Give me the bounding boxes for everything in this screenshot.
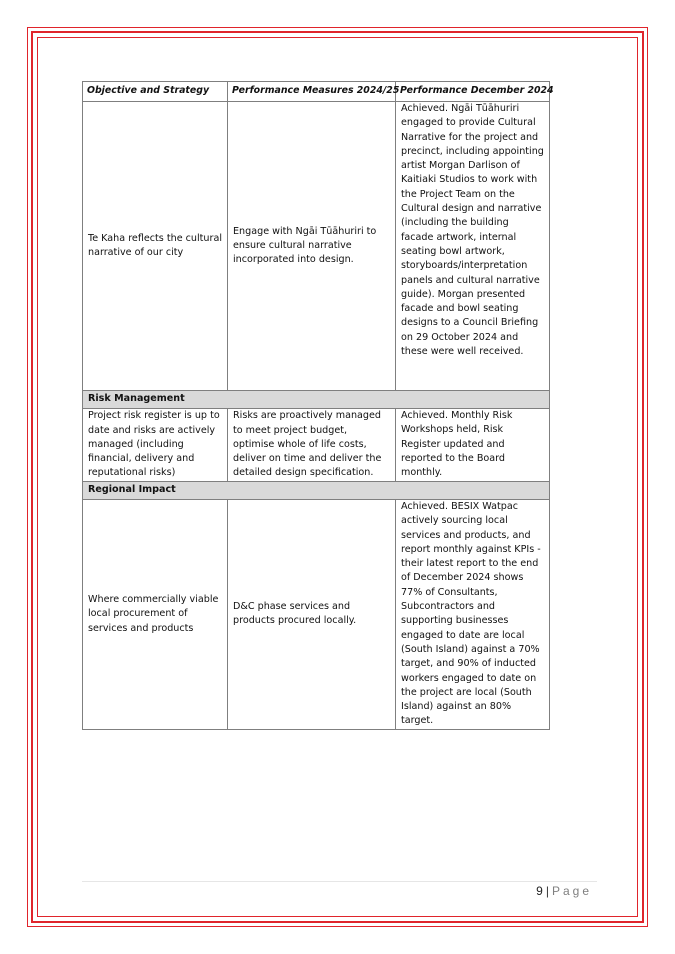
table-row — [83, 409, 550, 482]
page-number: 9 — [536, 884, 543, 898]
header-objective-strategy: Objective and Strategy — [83, 82, 228, 102]
table-row — [83, 500, 550, 730]
objective-cell: Te Kaha reflects the cultural narrative of our city — [83, 102, 228, 391]
objective-cell: Where commercially viable local procurement of services and products — [83, 500, 228, 730]
table-header-row — [83, 82, 550, 102]
section-title-regional-impact: Regional Impact — [83, 482, 550, 500]
measure-cell: Risks are proactively managed to meet project budget, optimise whole of life costs, deliver on time and deliver the detailed design specification. — [228, 409, 396, 482]
performance-cell: Achieved. Monthly Risk Workshops held, Risk Register updated and reported to the Board monthly. — [396, 409, 550, 482]
measure-cell: Engage with Ngāi Tūāhuriri to ensure cultural narrative incorporated into design. — [228, 102, 396, 391]
header-performance-december: Performance December 2024 — [396, 82, 550, 102]
performance-cell: Achieved. BESIX Watpac actively sourcing local services and products, and report monthly against KPIs - their latest report to the end of December 2024 shows 77% of Consultants, Subcontractors and supporting businesses engaged to date are local (South Island) against a 70% target, and 90% of inducted workers engaged to date on the project are local (South Island) against an 80% target. — [396, 500, 550, 730]
performance-table — [82, 81, 554, 730]
page-number-footer — [536, 884, 592, 898]
section-header-row — [83, 391, 550, 409]
section-title-risk-management: Risk Management — [83, 391, 550, 409]
header-performance-measures: Performance Measures 2024/25 — [228, 82, 396, 102]
page-separator: | — [545, 884, 549, 898]
performance-cell: Achieved. Ngāi Tūāhuriri engaged to provide Cultural Narrative for the project and precinct, including appointing artist Morgan Darlison of Kaitiaki Studios to work with the Project Team on the Cultural design and narrative (including the building facade artwork, internal seating bowl artwork, storyboards/interpretation panels and cultural narrative guide). Morgan presented facade and bowl seating designs to a Council Briefing on 29 October 2024 and these were well received. — [396, 102, 550, 391]
footer-divider — [82, 881, 597, 882]
table-row — [83, 102, 550, 391]
page-label: Page — [551, 884, 592, 898]
objective-cell: Project risk register is up to date and risks are actively managed (including financial, delivery and reputational risks) — [83, 409, 228, 482]
measure-cell: D&C phase services and products procured locally. — [228, 500, 396, 730]
section-header-row — [83, 482, 550, 500]
